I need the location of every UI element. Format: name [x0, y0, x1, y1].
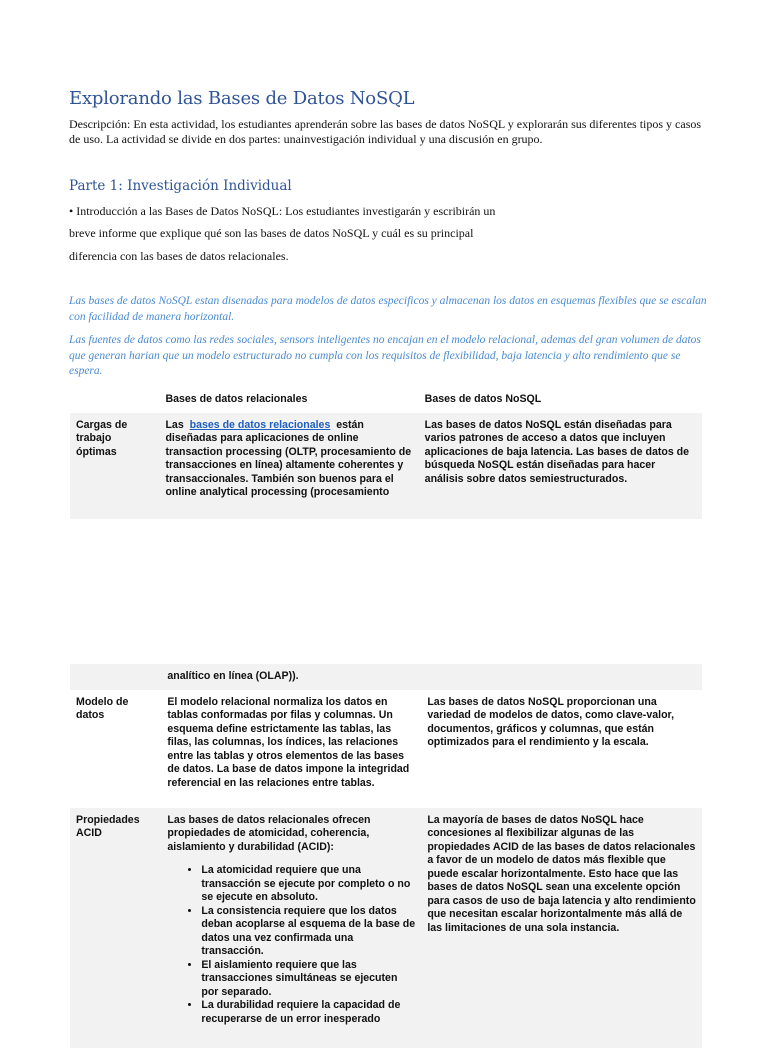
cell-nosql-modelo: Las bases de datos NoSQL proporcionan una variedad de modelos de datos, como clave-valor, documentos, gráficos y columnas, que están optimizados para el rendimiento y la escala.: [427, 695, 675, 748]
activity-description: Descripción: En esta actividad, los estudiantes aprenderán sobre las bases de datos NoSQL y explorarán sus diferentes tipos y casos de uso. La actividad se divide en dos partes: unainvestigación individual y una discusión en grupo.: [69, 117, 702, 146]
header-empty: [70, 387, 159, 413]
cell-relational-cargas: [159, 413, 418, 519]
document-title: Explorando las Bases de Datos NoSQL: [69, 88, 415, 109]
cell-nosql-empty: [421, 664, 702, 690]
list-item: • La durabilidad requiere la capacidad de recuperarse de un error inesperado: [201, 999, 415, 1026]
cargas-rest: están diseñadas para aplicaciones de online transaction processing (OLTP, procesamiento de transacciones en línea) altamente coherentes y transaccionales. También son buenos para el online analytical processing (procesamiento: [165, 418, 412, 498]
cargas-prefix: Las: [165, 418, 184, 431]
header-nosql: Bases de datos NoSQL: [424, 393, 542, 405]
intro-line-3: diferencia con las bases de datos relacionales.: [69, 249, 289, 263]
list-item: • La consistencia requiere que los datos deban acoplarse al esquema de la base de datos una vez confirmada una transacción.: [201, 905, 415, 959]
note-nosql-design: Las bases de datos NoSQL estan disenadas para modelos de datos especificos y almacenan los datos en esquemas flexibles que se escalan con facilidad de manera horizontal.: [69, 295, 707, 323]
list-item: • El aislamiento requiere que las transacciones simultáneas se ejecuten por separado.: [201, 959, 415, 1000]
row-label-modelo: Modelo de datos: [76, 695, 129, 721]
table-header-row: [70, 387, 702, 413]
cell-nosql-cargas: Las bases de datos NoSQL están diseñadas para varios patrones de acceso a datos que incluyen aplicaciones de baja latencia. Las bases de datos de búsqueda NoSQL están diseñadas para hacer análisis sobre datos semiestructurados.: [424, 418, 690, 485]
intro-line-2: breve informe que explique qué son las bases de datos NoSQL y cuál es su principal: [69, 226, 474, 240]
note-data-sources: Las fuentes de datos como las redes sociales, sensors inteligentes no encajan en el modelo relacional, ademas del gran volumen de datos que generan harian que un modelo estructurado no cumpla con los requisitos de flexibilidad, baja latencia y alto rendimiento que se espera.: [69, 334, 701, 377]
relational-databases-link[interactable]: bases de datos relacionales: [189, 418, 331, 431]
acid-list: [167, 864, 415, 1026]
cell-relational-acid: [161, 808, 421, 1048]
part1-heading: Parte 1: Investigación Individual: [69, 178, 292, 194]
cell-relational-cargas-continued: analítico en línea (OLAP)).: [167, 670, 299, 682]
comparison-table-bottom: [70, 664, 702, 1048]
table-row: [70, 664, 702, 690]
comparison-table-top: [70, 387, 702, 519]
header-relational: Bases de datos relacionales: [165, 393, 308, 405]
table-row: [70, 808, 702, 1048]
cell-relational-modelo: El modelo relacional normaliza los datos en tablas conformadas por filas y columnas. Un esquema define estrictamente las tablas, las filas, las columnas, los índices, las relaciones entre las tablas y otros elementos de las bases de datos. La base de datos impone la integridad referencial en las relaciones entre tablas.: [167, 695, 410, 789]
acid-intro: Las bases de datos relacionales ofrecen propiedades de atomicidad, coherencia, aislamiento y durabilidad (ACID):: [167, 813, 371, 853]
table-row: [70, 413, 702, 519]
row-label-acid: Propiedades ACID: [76, 813, 140, 839]
list-item: • La atomicidad requiere que una transacción se ejecute por completo o no se ejecute en absoluto.: [201, 864, 415, 905]
intro-line-1: • Introducción a las Bases de Datos NoSQL: Los estudiantes investigarán y escribirán un: [69, 204, 496, 218]
table-row: [70, 690, 702, 808]
row-label-cargas: Cargas de trabajo óptimas: [76, 418, 128, 458]
row-label-empty: [70, 664, 161, 690]
cell-nosql-acid: La mayoría de bases de datos NoSQL hace concesiones al flexibilizar algunas de las propiedades ACID de las bases de datos relacionales a favor de un modelo de datos más flexible que puede escalar horizontalmente. Esto hace que las bases de datos NoSQL sean una excelente opción para casos de uso de baja latencia y alto rendimiento que necesitan escalar horizontalmente más allá de las limitaciones de una sola instancia.: [427, 813, 696, 934]
